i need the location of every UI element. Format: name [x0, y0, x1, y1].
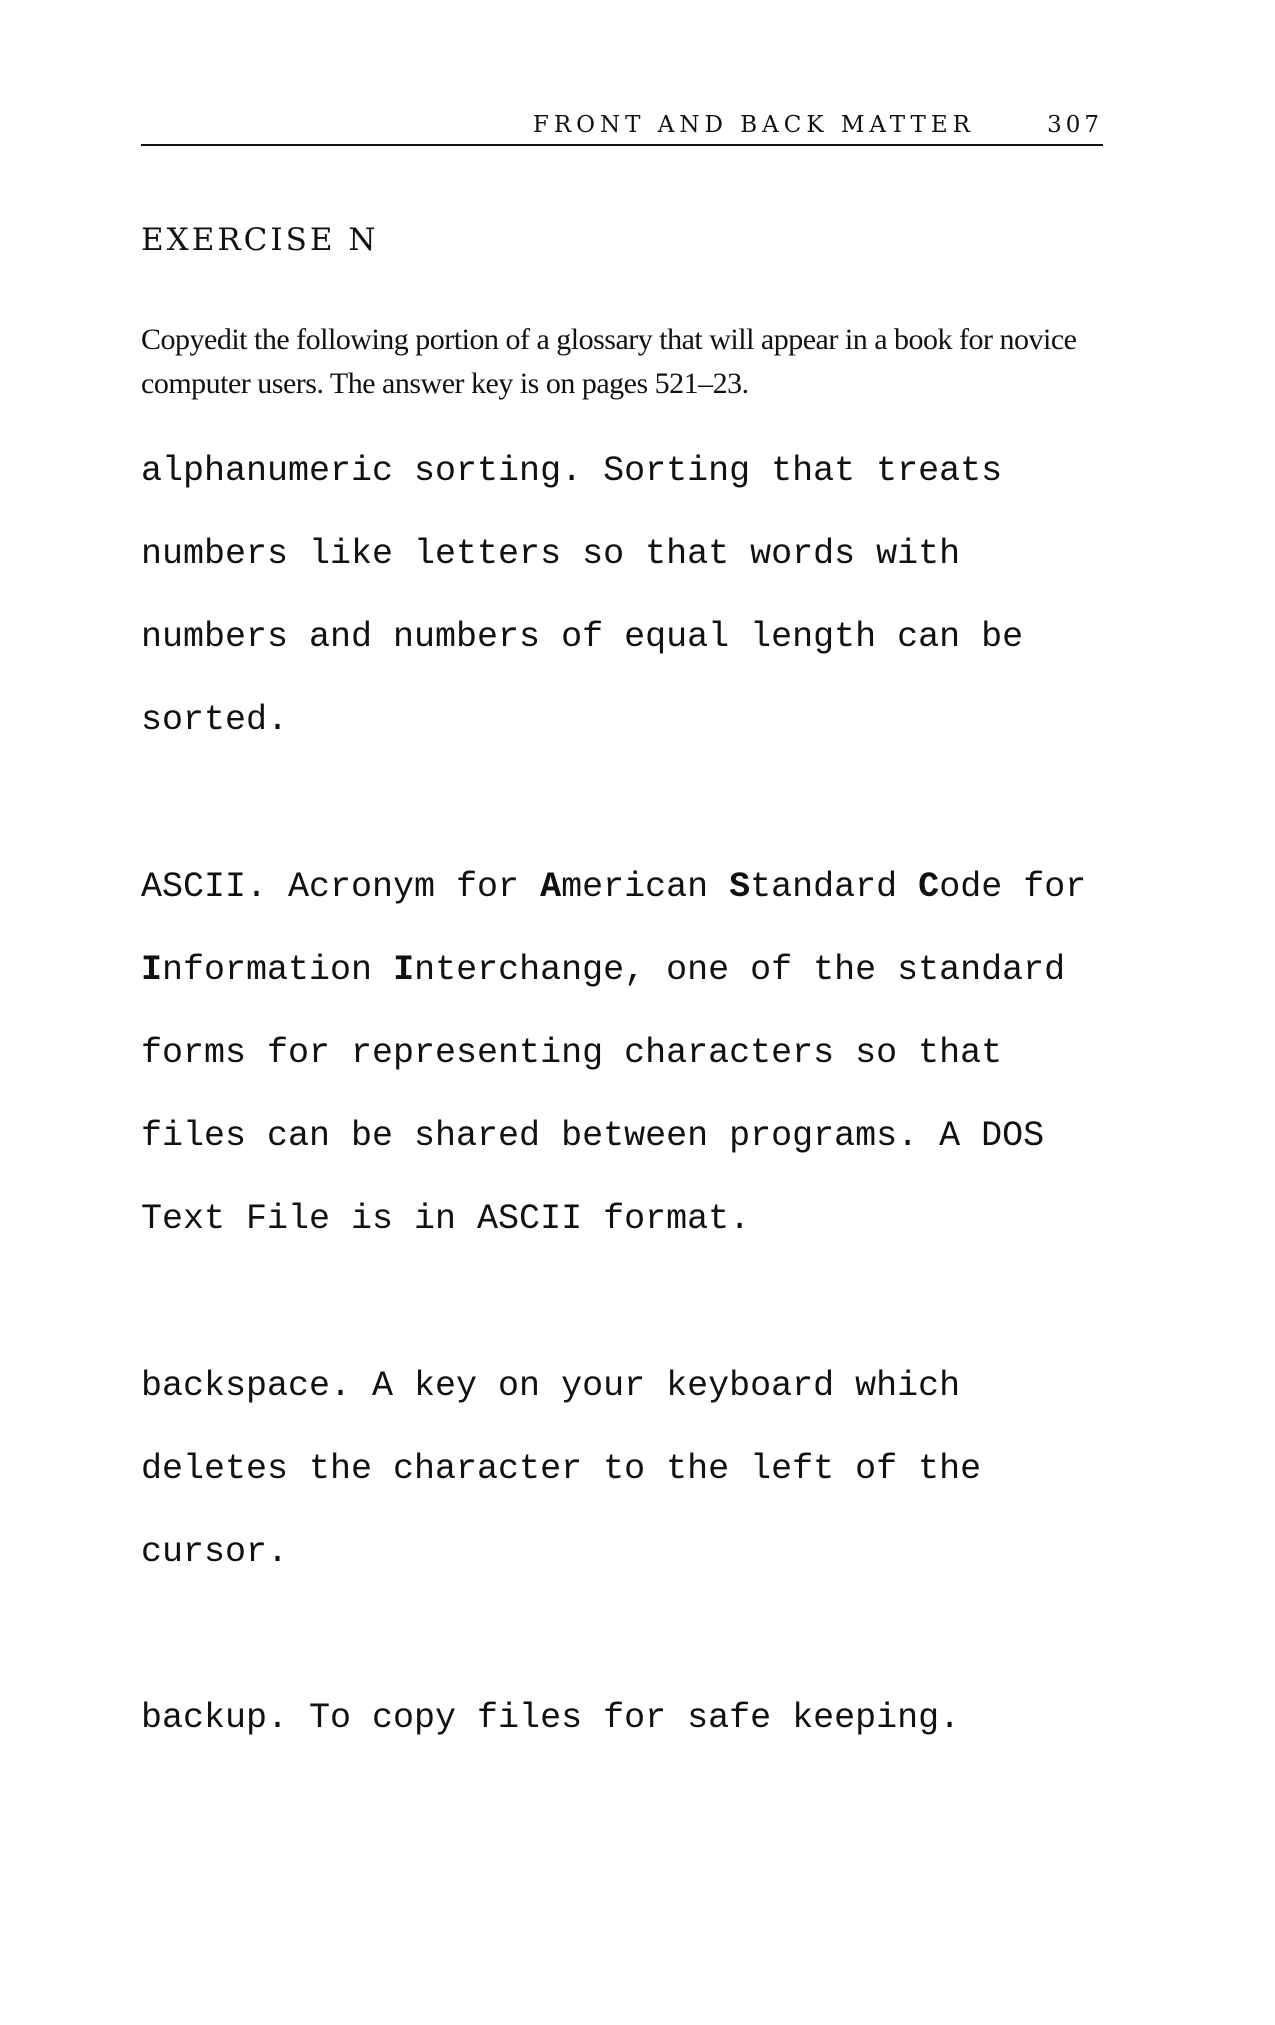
- entry-line-part: nterchange, one of the standard: [414, 950, 1066, 990]
- entry-line: sorted.: [141, 700, 289, 740]
- entry-line: backup. To copy files for safe keeping.: [141, 1698, 961, 1738]
- exercise-instructions: Copyedit the following portion of a glossary that will appear in a book for novice computer users. The answer key is on pages 521–23.: [141, 323, 1077, 400]
- glossary-entry-ascii: [141, 846, 1086, 1261]
- entry-line: numbers and numbers of equal length can be: [141, 617, 1024, 657]
- running-head-title: FRONT AND BACK MATTER: [532, 112, 975, 138]
- entry-line: Text File is in ASCII format.: [141, 1199, 751, 1239]
- acronym-letter: C: [918, 867, 940, 907]
- acronym-letter: I: [393, 950, 415, 990]
- entry-line: forms for representing characters so that: [141, 1033, 1003, 1073]
- acronym-letter: A: [540, 867, 562, 907]
- entry-line-part: ASCII. Acronym for: [141, 867, 541, 907]
- entry-line-part: ode for: [939, 867, 1087, 907]
- entry-line: deletes the character to the left of the: [141, 1449, 982, 1489]
- running-head: [141, 108, 1103, 146]
- entry-line-part: nformation: [162, 950, 394, 990]
- entry-line: cursor.: [141, 1532, 289, 1572]
- entry-line-part: tandard: [750, 867, 919, 907]
- glossary-entry-backup: [141, 1677, 960, 1760]
- acronym-letter: S: [729, 867, 751, 907]
- entry-line: alphanumeric sorting. Sorting that treats: [141, 451, 1003, 491]
- exercise-title: EXERCISE N: [141, 222, 379, 258]
- glossary-entry-backspace: [141, 1345, 981, 1594]
- glossary-entry-alphanumeric-sorting: [141, 430, 1023, 762]
- entry-line: numbers like letters so that words with: [141, 534, 961, 574]
- entry-line: files can be shared between programs. A DOS: [141, 1116, 1045, 1156]
- acronym-letter: I: [141, 950, 163, 990]
- entry-line-part: merican: [561, 867, 730, 907]
- page-number: 307: [1047, 112, 1103, 138]
- entry-line: backspace. A key on your keyboard which: [141, 1366, 961, 1406]
